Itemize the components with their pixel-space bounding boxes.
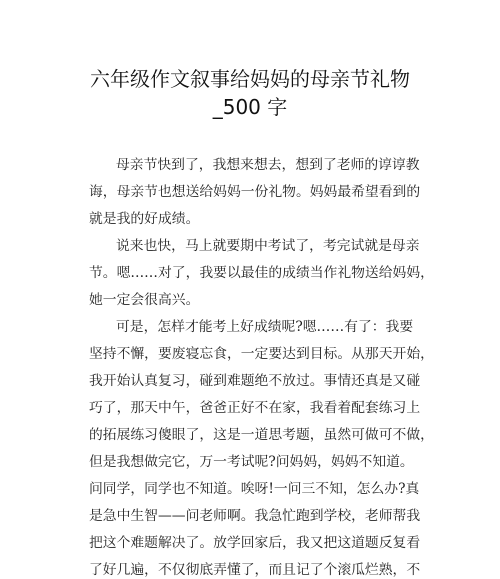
body-line: 但是我想做完它，万一考试呢?问妈妈，妈妈不知道。 — [89, 454, 414, 470]
body-line: 可是，怎样才能考上好成绩呢?嗯……有了：我要 — [116, 319, 414, 335]
body-line: 把这个难题解决了。放学回家后，我又把这道题反复看 — [89, 535, 421, 551]
body-line: 的拓展练习傻眼了，这是一道思考题，虽然可做可不做， — [89, 427, 434, 443]
body-line: 坚持不懈，要废寝忘食，一定要达到目标。从那天开始， — [89, 346, 434, 362]
document-title-line-2: _500 字 — [212, 95, 288, 119]
body-line: 说来也快，马上就要期中考试了，考完试就是母亲 — [116, 238, 420, 254]
body-line: 我开始认真复习，碰到难题绝不放过。事情还真是又碰 — [89, 373, 421, 389]
body-line: 就是我的好成绩。 — [89, 211, 200, 227]
body-line: 问同学，同学也不知道。唉呀!一问三不知，怎么办?真 — [89, 481, 420, 497]
body-line: 巧了，那天中午，爸爸正好不在家，我看着配套练习上 — [89, 400, 421, 416]
body-line: 诲，母亲节也想送给妈妈一份礼物。妈妈最希望看到的 — [89, 184, 421, 200]
body-line: 节。嗯……对了，我要以最佳的成绩当作礼物送给妈妈， — [89, 265, 434, 281]
body-line: 她一定会很高兴。 — [89, 292, 200, 308]
body-line: 母亲节快到了，我想来想去，想到了老师的谆谆教 — [116, 157, 420, 173]
document-title-line-1: 六年级作文叙事给妈妈的母亲节礼物 — [90, 67, 410, 91]
body-line: 了好几遍，不仅彻底弄懂了，而且记了个滚瓜烂熟，不 — [89, 562, 421, 578]
body-line: 是急中生智——问老师啊。我急忙跑到学校，老师帮我 — [89, 508, 421, 524]
